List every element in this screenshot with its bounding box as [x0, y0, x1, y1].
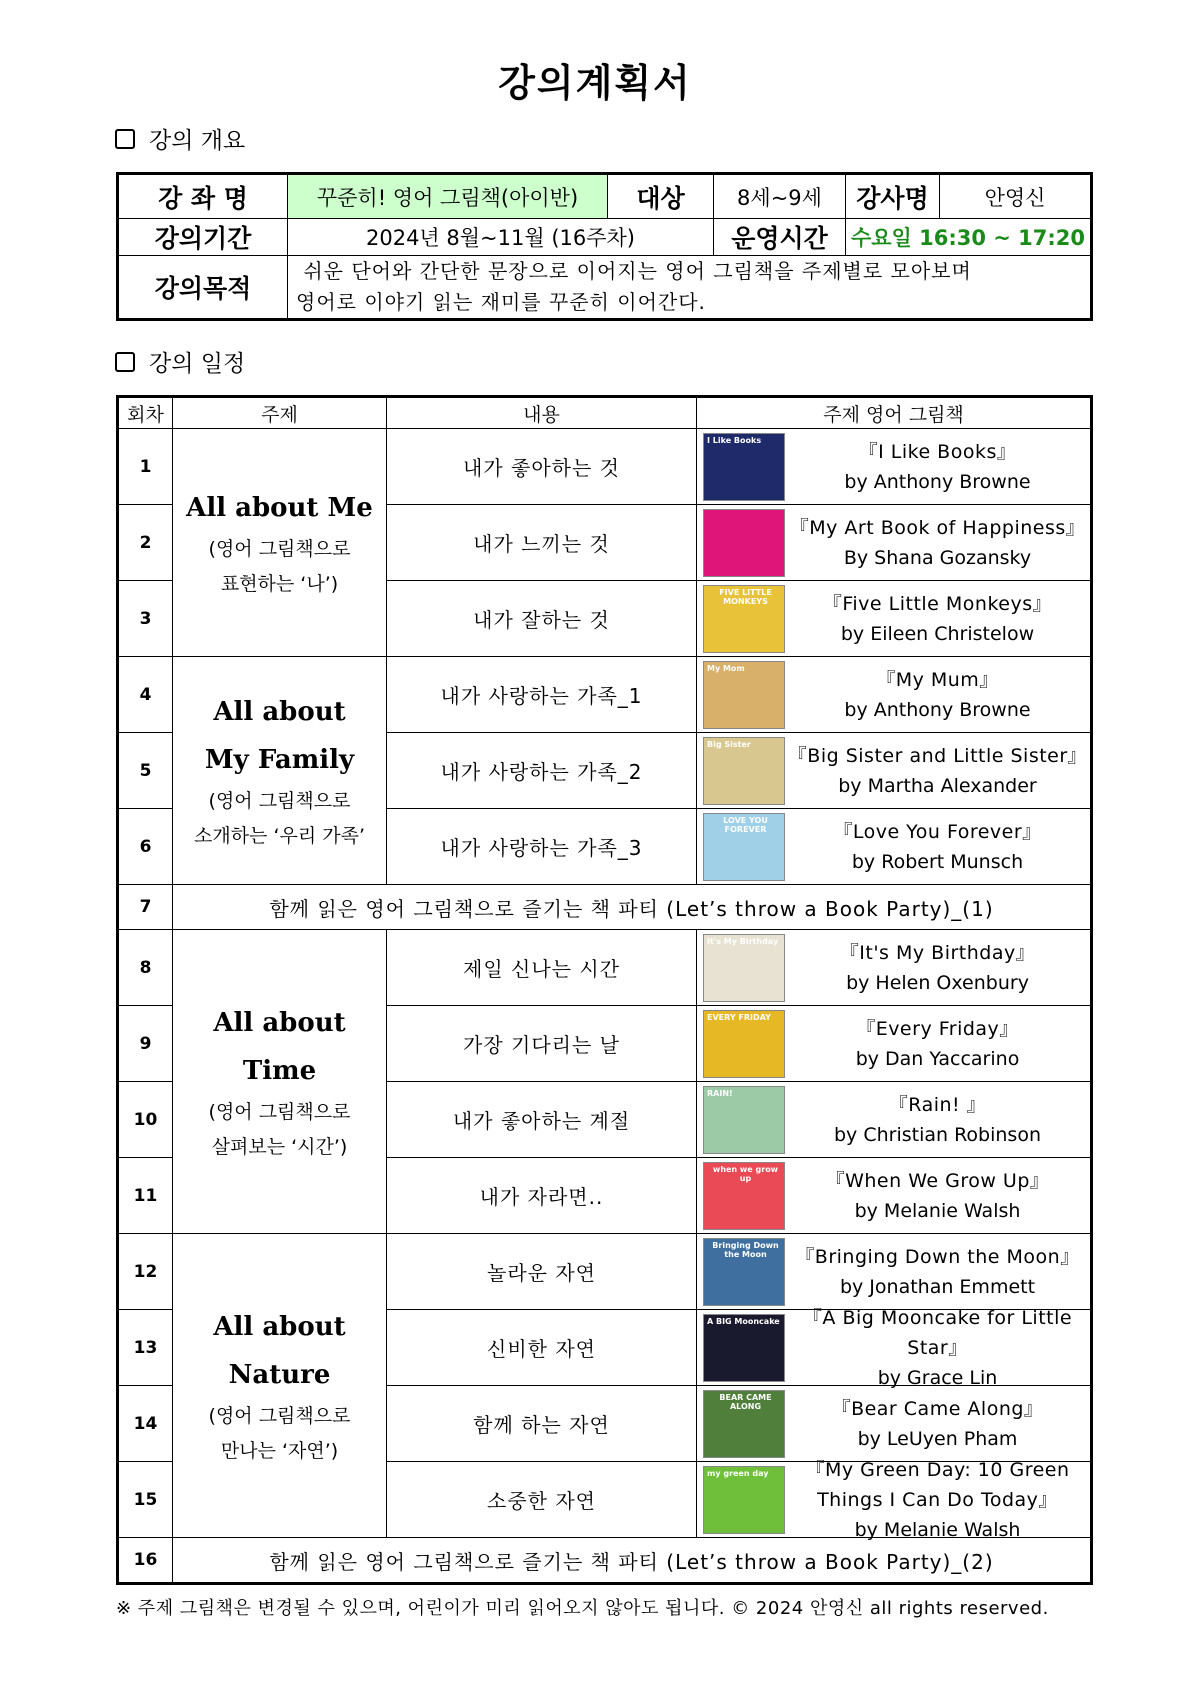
book-cover-title: It's My Birthday: [707, 936, 779, 946]
schedule-heading-label: 강의 일정: [149, 351, 246, 377]
book-title: 『I Like Books』: [858, 440, 1017, 463]
theme-subtitle: (영어 그림책으로: [208, 1404, 351, 1427]
book-entry: [697, 1234, 1090, 1309]
party-row: [118, 885, 1092, 930]
theme-title-line2: Nature: [228, 1359, 331, 1390]
book-entry: [697, 1006, 1090, 1081]
session-content: 내가 잘하는 것: [387, 581, 697, 657]
book-cover-title: BEAR CAME ALONG: [719, 1392, 772, 1411]
book-author: by Martha Alexander: [838, 774, 1037, 797]
instructor-value: 안영신: [940, 174, 1092, 219]
col-header-session: 회차: [118, 397, 173, 429]
theme-title: All about: [213, 1311, 346, 1342]
session-content: 내가 사랑하는 가족_2: [387, 733, 697, 809]
book-cover-title: FIVE LITTLE MONKEYS: [719, 587, 772, 606]
book-cover-image: [703, 813, 785, 881]
book-title: 『Five Little Monkeys』: [822, 592, 1053, 615]
theme-subtitle: (영어 그림책으로: [208, 537, 351, 560]
book-title: 『My Green Day: 10 Green Things I Can Do Today』: [805, 1458, 1070, 1511]
book-title: 『Bringing Down the Moon』: [795, 1245, 1080, 1268]
book-cover-title: Bringing Down the Moon: [712, 1240, 779, 1259]
book-cover-title: LOVE YOU FOREVER: [723, 815, 768, 834]
session-number: 9: [118, 1006, 173, 1082]
book-entry: [697, 429, 1090, 504]
book-info: [785, 513, 1090, 573]
book-cover-title: A BIG Mooncake: [707, 1316, 780, 1326]
book-cover-title: my green day: [707, 1468, 769, 1478]
book-info: [785, 665, 1090, 725]
footer-note: ※ 주제 그림책은 변경될 수 있으며, 어린이가 미리 읽어오지 않아도 됩니다. © 2024 안영신 all rights reserved.: [116, 1598, 1049, 1619]
book-cell: [697, 657, 1092, 733]
session-row: [118, 1234, 1092, 1310]
theme-subtitle: (영어 그림책으로: [208, 789, 351, 812]
book-title: 『My Mum』: [876, 668, 999, 691]
theme-subtitle: (영어 그림책으로: [208, 1100, 351, 1123]
book-info: [785, 1014, 1090, 1074]
session-content: 소중한 자연: [387, 1462, 697, 1538]
page-title: 강의계획서: [498, 61, 692, 105]
book-cell: [697, 581, 1092, 657]
schedule-table: [116, 395, 1093, 1585]
book-info: [785, 938, 1090, 998]
book-cover-title: Big Sister: [707, 739, 751, 749]
theme-title: All about Me: [186, 492, 373, 523]
party-text: 함께 읽은 영어 그림책으로 즐기는 책 파티 (Let’s throw a Book Party)_(2): [173, 1538, 1092, 1584]
book-info: [785, 817, 1090, 877]
book-cell: [697, 1082, 1092, 1158]
session-number: 14: [118, 1386, 173, 1462]
theme-cell: [173, 930, 387, 1234]
col-header-content: 내용: [387, 397, 697, 429]
checkbox-icon: [115, 352, 135, 372]
book-title: 『A Big Mooncake for Little Star』: [802, 1306, 1073, 1359]
book-info: [785, 1090, 1090, 1150]
col-header-book: 주제 영어 그림책: [697, 397, 1092, 429]
session-row: [118, 429, 1092, 505]
book-cell: [697, 429, 1092, 505]
session-content: 내가 자라면..: [387, 1158, 697, 1234]
target-label: 대상: [608, 174, 714, 219]
session-number: 5: [118, 733, 173, 809]
book-author: by Eileen Christelow: [840, 622, 1035, 645]
book-info: [785, 1242, 1090, 1302]
book-title: 『Big Sister and Little Sister』: [787, 744, 1088, 767]
session-number: 7: [118, 885, 173, 930]
book-cell: [697, 1158, 1092, 1234]
book-author: by Robert Munsch: [851, 850, 1024, 873]
session-number: 2: [118, 505, 173, 581]
book-author: by Grace Lin: [877, 1366, 998, 1389]
book-cover-image: [703, 509, 785, 577]
book-cell: [697, 809, 1092, 885]
book-cover-image: [703, 585, 785, 653]
session-content: 놀라운 자연: [387, 1234, 697, 1310]
book-cell: [697, 930, 1092, 1006]
book-entry: [697, 1158, 1090, 1233]
session-number: 12: [118, 1234, 173, 1310]
book-author: By Shana Gozansky: [843, 546, 1032, 569]
session-number: 8: [118, 930, 173, 1006]
book-entry: [697, 930, 1090, 1005]
book-author: by Anthony Browne: [844, 470, 1031, 493]
theme-title: All about Time: [213, 1007, 346, 1086]
book-cover-image: [703, 1314, 785, 1382]
book-author: by Dan Yaccarino: [855, 1047, 1020, 1070]
purpose-line-1: 쉬운 단어와 간단한 문장으로 이어지는 영어 그림책을 주제별로 모아보며: [296, 259, 972, 283]
session-number: 16: [118, 1538, 173, 1584]
book-info: [785, 741, 1090, 801]
session-content: 내가 사랑하는 가족_3: [387, 809, 697, 885]
book-cell: [697, 1006, 1092, 1082]
book-author: by Jonathan Emmett: [839, 1275, 1036, 1298]
session-content: 신비한 자연: [387, 1310, 697, 1386]
theme-title: All about: [213, 696, 346, 727]
book-cover-title: I Like Books: [707, 435, 762, 445]
session-number: 15: [118, 1462, 173, 1538]
session-number: 11: [118, 1158, 173, 1234]
book-cover-image: [703, 433, 785, 501]
book-info: [785, 1303, 1090, 1393]
purpose-text: [288, 256, 1092, 320]
book-author: by Melanie Walsh: [854, 1518, 1021, 1541]
purpose-label: 강의목적: [118, 256, 288, 320]
book-cell: [697, 1386, 1092, 1462]
session-content: 내가 사랑하는 가족_1: [387, 657, 697, 733]
theme-cell: [173, 657, 387, 885]
book-info: [785, 1394, 1090, 1454]
course-label: 강 좌 명: [118, 174, 288, 219]
book-info: [785, 1166, 1090, 1226]
theme-subtitle-line2: 표현하는 ‘나’): [220, 572, 339, 595]
session-content: 내가 느끼는 것: [387, 505, 697, 581]
book-author: by Anthony Browne: [844, 698, 1031, 721]
session-content: 내가 좋아하는 계절: [387, 1082, 697, 1158]
checkbox-icon: [115, 129, 135, 149]
theme-cell: [173, 1234, 387, 1538]
book-title: 『Bear Came Along』: [831, 1397, 1044, 1420]
purpose-line-2: 영어로 이야기 읽는 재미를 꾸준히 이어간다.: [296, 290, 706, 314]
book-cover-title: EVERY FRIDAY: [707, 1012, 771, 1022]
book-cell: [697, 733, 1092, 809]
book-cover-title: RAIN!: [707, 1088, 733, 1098]
session-number: 3: [118, 581, 173, 657]
book-title: 『Love You Forever』: [833, 820, 1042, 843]
theme-subtitle-line2: 살펴보는 ‘시간’): [211, 1135, 348, 1158]
session-number: 10: [118, 1082, 173, 1158]
book-cover-title: when we grow up: [712, 1164, 779, 1183]
period-label: 강의기간: [118, 219, 288, 256]
book-cover-title: My Mom: [707, 663, 745, 673]
theme-subtitle-line2: 만나는 ‘자연’): [220, 1439, 339, 1462]
book-entry: [697, 581, 1090, 656]
book-entry: [697, 657, 1090, 732]
book-cell: [697, 1234, 1092, 1310]
overview-heading-label: 강의 개요: [149, 128, 246, 154]
book-cover-image: [703, 1010, 785, 1078]
book-cover-image: [703, 737, 785, 805]
book-cell: [697, 1458, 1092, 1541]
session-number: 13: [118, 1310, 173, 1386]
book-info: [785, 589, 1090, 649]
course-name: 꾸준히! 영어 그림책(아이반): [288, 174, 608, 219]
book-entry: [697, 1082, 1090, 1157]
session-content: 내가 좋아하는 것: [387, 429, 697, 505]
book-cell: [697, 1306, 1092, 1389]
book-title: 『Every Friday』: [856, 1017, 1019, 1040]
book-cell: [697, 505, 1092, 581]
book-entry: [697, 809, 1090, 884]
book-cover-image: [703, 1390, 785, 1458]
book-info: [785, 1455, 1090, 1545]
session-number: 1: [118, 429, 173, 505]
time-value: 수요일 16:30 ~ 17:20: [846, 219, 1092, 256]
instructor-label: 강사명: [846, 174, 940, 219]
time-label: 운영시간: [714, 219, 846, 256]
book-entry: [697, 1458, 1090, 1541]
book-cover-image: [703, 934, 785, 1002]
book-entry: [697, 1386, 1090, 1461]
book-entry: [697, 505, 1090, 580]
col-header-theme: 주제: [173, 397, 387, 429]
session-content: 가장 기다리는 날: [387, 1006, 697, 1082]
period-value: 2024년 8월~11월 (16주차): [288, 219, 714, 256]
session-row: [118, 657, 1092, 733]
book-cover-image: [703, 1238, 785, 1306]
book-title: 『It's My Birthday』: [839, 941, 1036, 964]
target-value: 8세~9세: [714, 174, 846, 219]
overview-table: [116, 172, 1093, 321]
party-text: 함께 읽은 영어 그림책으로 즐기는 책 파티 (Let’s throw a Book Party)_(1): [173, 885, 1092, 930]
session-row: [118, 930, 1092, 1006]
book-entry: [697, 733, 1090, 808]
session-number: 6: [118, 809, 173, 885]
theme-title-line2: My Family: [204, 744, 355, 775]
schedule-heading: [115, 345, 245, 378]
book-title: 『When We Grow Up』: [825, 1169, 1050, 1192]
book-cover-image: [703, 1466, 785, 1534]
theme-cell: [173, 429, 387, 657]
session-number: 4: [118, 657, 173, 733]
book-info: [785, 437, 1090, 497]
session-content: 함께 하는 자연: [387, 1386, 697, 1462]
session-content: 제일 신나는 시간: [387, 930, 697, 1006]
book-author: by Melanie Walsh: [854, 1199, 1021, 1222]
book-cover-image: [703, 1162, 785, 1230]
book-author: by Christian Robinson: [833, 1123, 1041, 1146]
book-author: by Helen Oxenbury: [846, 971, 1029, 994]
overview-heading: [115, 122, 245, 155]
book-title: 『My Art Book of Happiness』: [789, 516, 1086, 539]
theme-subtitle-line2: 소개하는 ‘우리 가족’: [194, 824, 365, 847]
book-cover-image: [703, 661, 785, 729]
book-cover-image: [703, 1086, 785, 1154]
book-entry: [697, 1306, 1090, 1389]
book-author: by LeUyen Pham: [857, 1427, 1018, 1450]
book-title: 『Rain! 』: [888, 1093, 987, 1116]
